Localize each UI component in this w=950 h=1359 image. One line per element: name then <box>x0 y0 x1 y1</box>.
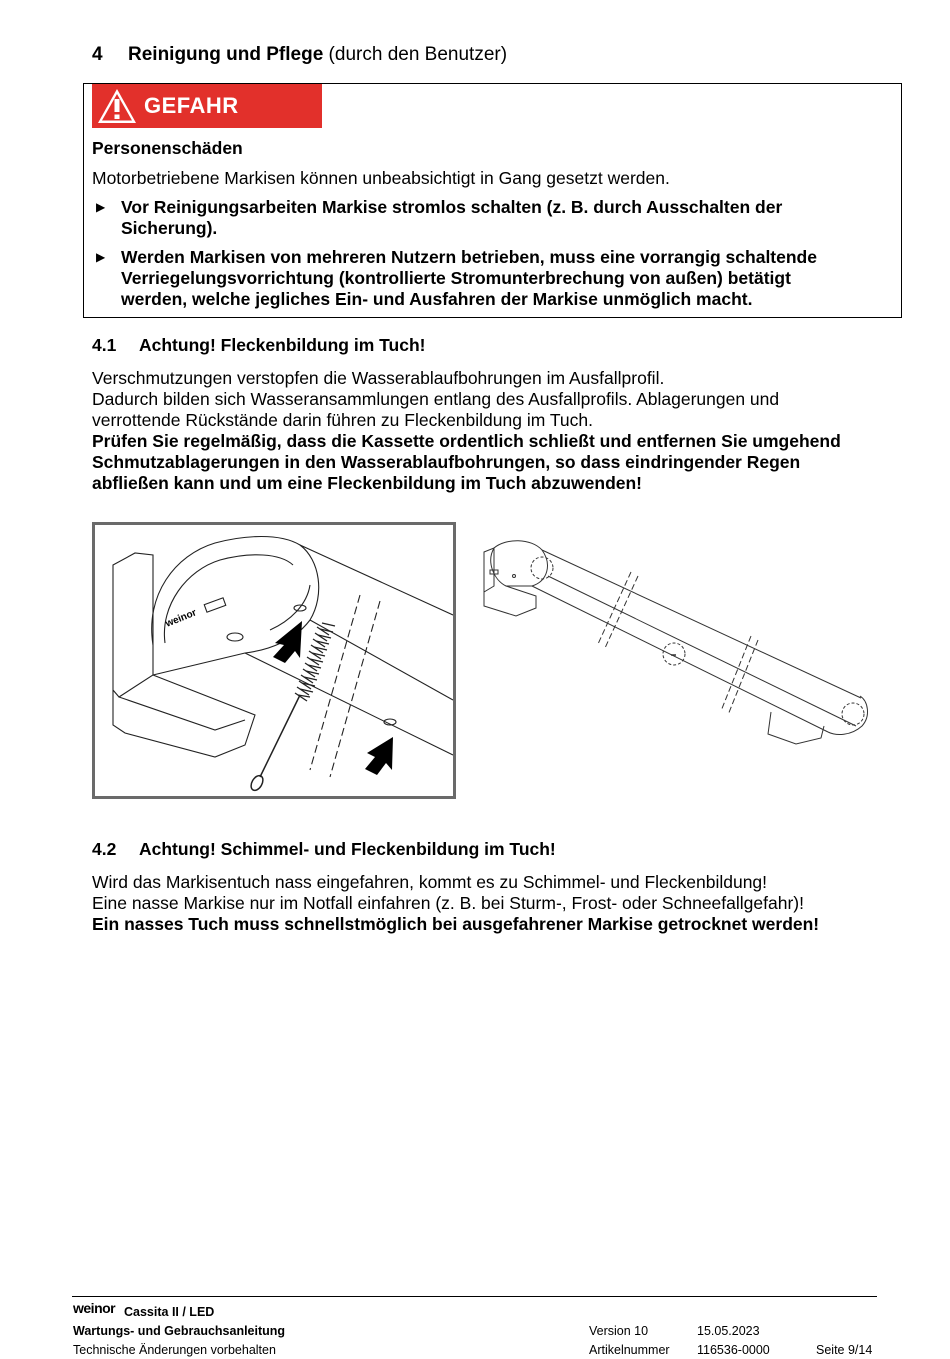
bullet-arrow-icon: ▶ <box>96 250 106 264</box>
footer-product: Cassita II / LED <box>124 1305 215 1319</box>
danger-bullet-2-line-2: Verriegelungsvorrichtung (kontrollierte Stromunterbrechung von außen) betätigt <box>121 268 791 288</box>
bullet-arrow-icon: ▶ <box>96 200 106 214</box>
section-title: Achtung! Fleckenbildung im Tuch! <box>139 335 426 355</box>
section-4-2-text-2: Eine nasse Markise nur im Notfall einfahren (z. B. bei Sturm-, Frost- oder Schneefallgefahr)! <box>92 893 804 913</box>
footer-divider <box>72 1296 877 1297</box>
danger-label: GEFAHR <box>144 93 239 118</box>
chapter-subtitle: (durch den Benutzer) <box>323 44 508 65</box>
footer-date: 15.05.2023 <box>697 1324 760 1338</box>
chapter-number: 4 <box>92 44 103 65</box>
section-4-2-bold-1: Ein nasses Tuch muss schnellstmöglich bei ausgefahrener Markise getrocknet werden! <box>92 914 820 934</box>
section-4-1-text-2: Dadurch bilden sich Wasseransammlungen entlang des Ausfallprofils. Ablagerungen und <box>92 389 780 409</box>
section-title: Achtung! Schimmel- und Fleckenbildung im Tuch! <box>139 839 556 859</box>
danger-bullet-1-line-2: Sicherung). <box>121 218 218 238</box>
section-number: 4.2 <box>92 839 117 859</box>
danger-header <box>92 84 322 128</box>
section-4-1-bold-1: Prüfen Sie regelmäßig, dass die Kassette ordentlich schließt und entfernen Sie umgehend <box>92 431 841 451</box>
section-4-2-text-1: Wird das Markisentuch nass eingefahren, kommt es zu Schimmel- und Fleckenbildung! <box>92 872 768 892</box>
warning-triangle-icon <box>96 87 138 125</box>
chapter-heading <box>92 44 507 66</box>
footer-article-label: Artikelnummer <box>589 1343 670 1357</box>
footer-note: Technische Änderungen vorbehalten <box>73 1343 276 1357</box>
cassette-overview-figure <box>476 536 876 756</box>
footer-version: Version 10 <box>589 1324 649 1338</box>
section-4-1-text-1: Verschmutzungen verstopfen die Wasserablaufbohrungen im Ausfallprofil. <box>92 368 665 388</box>
section-4-1-heading <box>92 335 425 356</box>
danger-bullet-1-line-1: Vor Reinigungsarbeiten Markise stromlos schalten (z. B. durch Ausschalten der <box>121 197 783 217</box>
danger-bullet-2-line-1: Werden Markisen von mehreren Nutzern betrieben, muss eine vorrangig schaltende <box>121 247 817 267</box>
cleaning-detail-figure <box>92 522 456 799</box>
danger-text: Motorbetriebene Markisen können unbeabsichtigt in Gang gesetzt werden. <box>92 168 670 188</box>
figure-weinor-logo: weinor <box>164 607 199 630</box>
section-number: 4.1 <box>92 335 117 355</box>
danger-subtitle: Personenschäden <box>92 138 243 158</box>
danger-bullet-2-line-3: werden, welche jegliches Ein- und Ausfahren der Markise unmöglich macht. <box>121 289 753 309</box>
footer-page: Seite 9/14 <box>816 1343 873 1357</box>
section-4-1-text-3: verrottende Rückstände darin führen zu Fleckenbildung im Tuch. <box>92 410 593 430</box>
section-4-1-bold-3: abfließen kann und um eine Fleckenbildung im Tuch abzuwenden! <box>92 473 643 493</box>
section-4-1-bold-2: Schmutzablagerungen in den Wasserablaufbohrungen, so dass eindringender Regen <box>92 452 801 472</box>
footer-article-number: 116536-0000 <box>697 1343 770 1357</box>
weinor-logo: weinor <box>73 1300 116 1316</box>
footer-doc-title: Wartungs- und Gebrauchsanleitung <box>73 1324 286 1338</box>
chapter-title: Reinigung und Pflege <box>128 44 324 65</box>
section-4-2-heading <box>92 839 556 860</box>
